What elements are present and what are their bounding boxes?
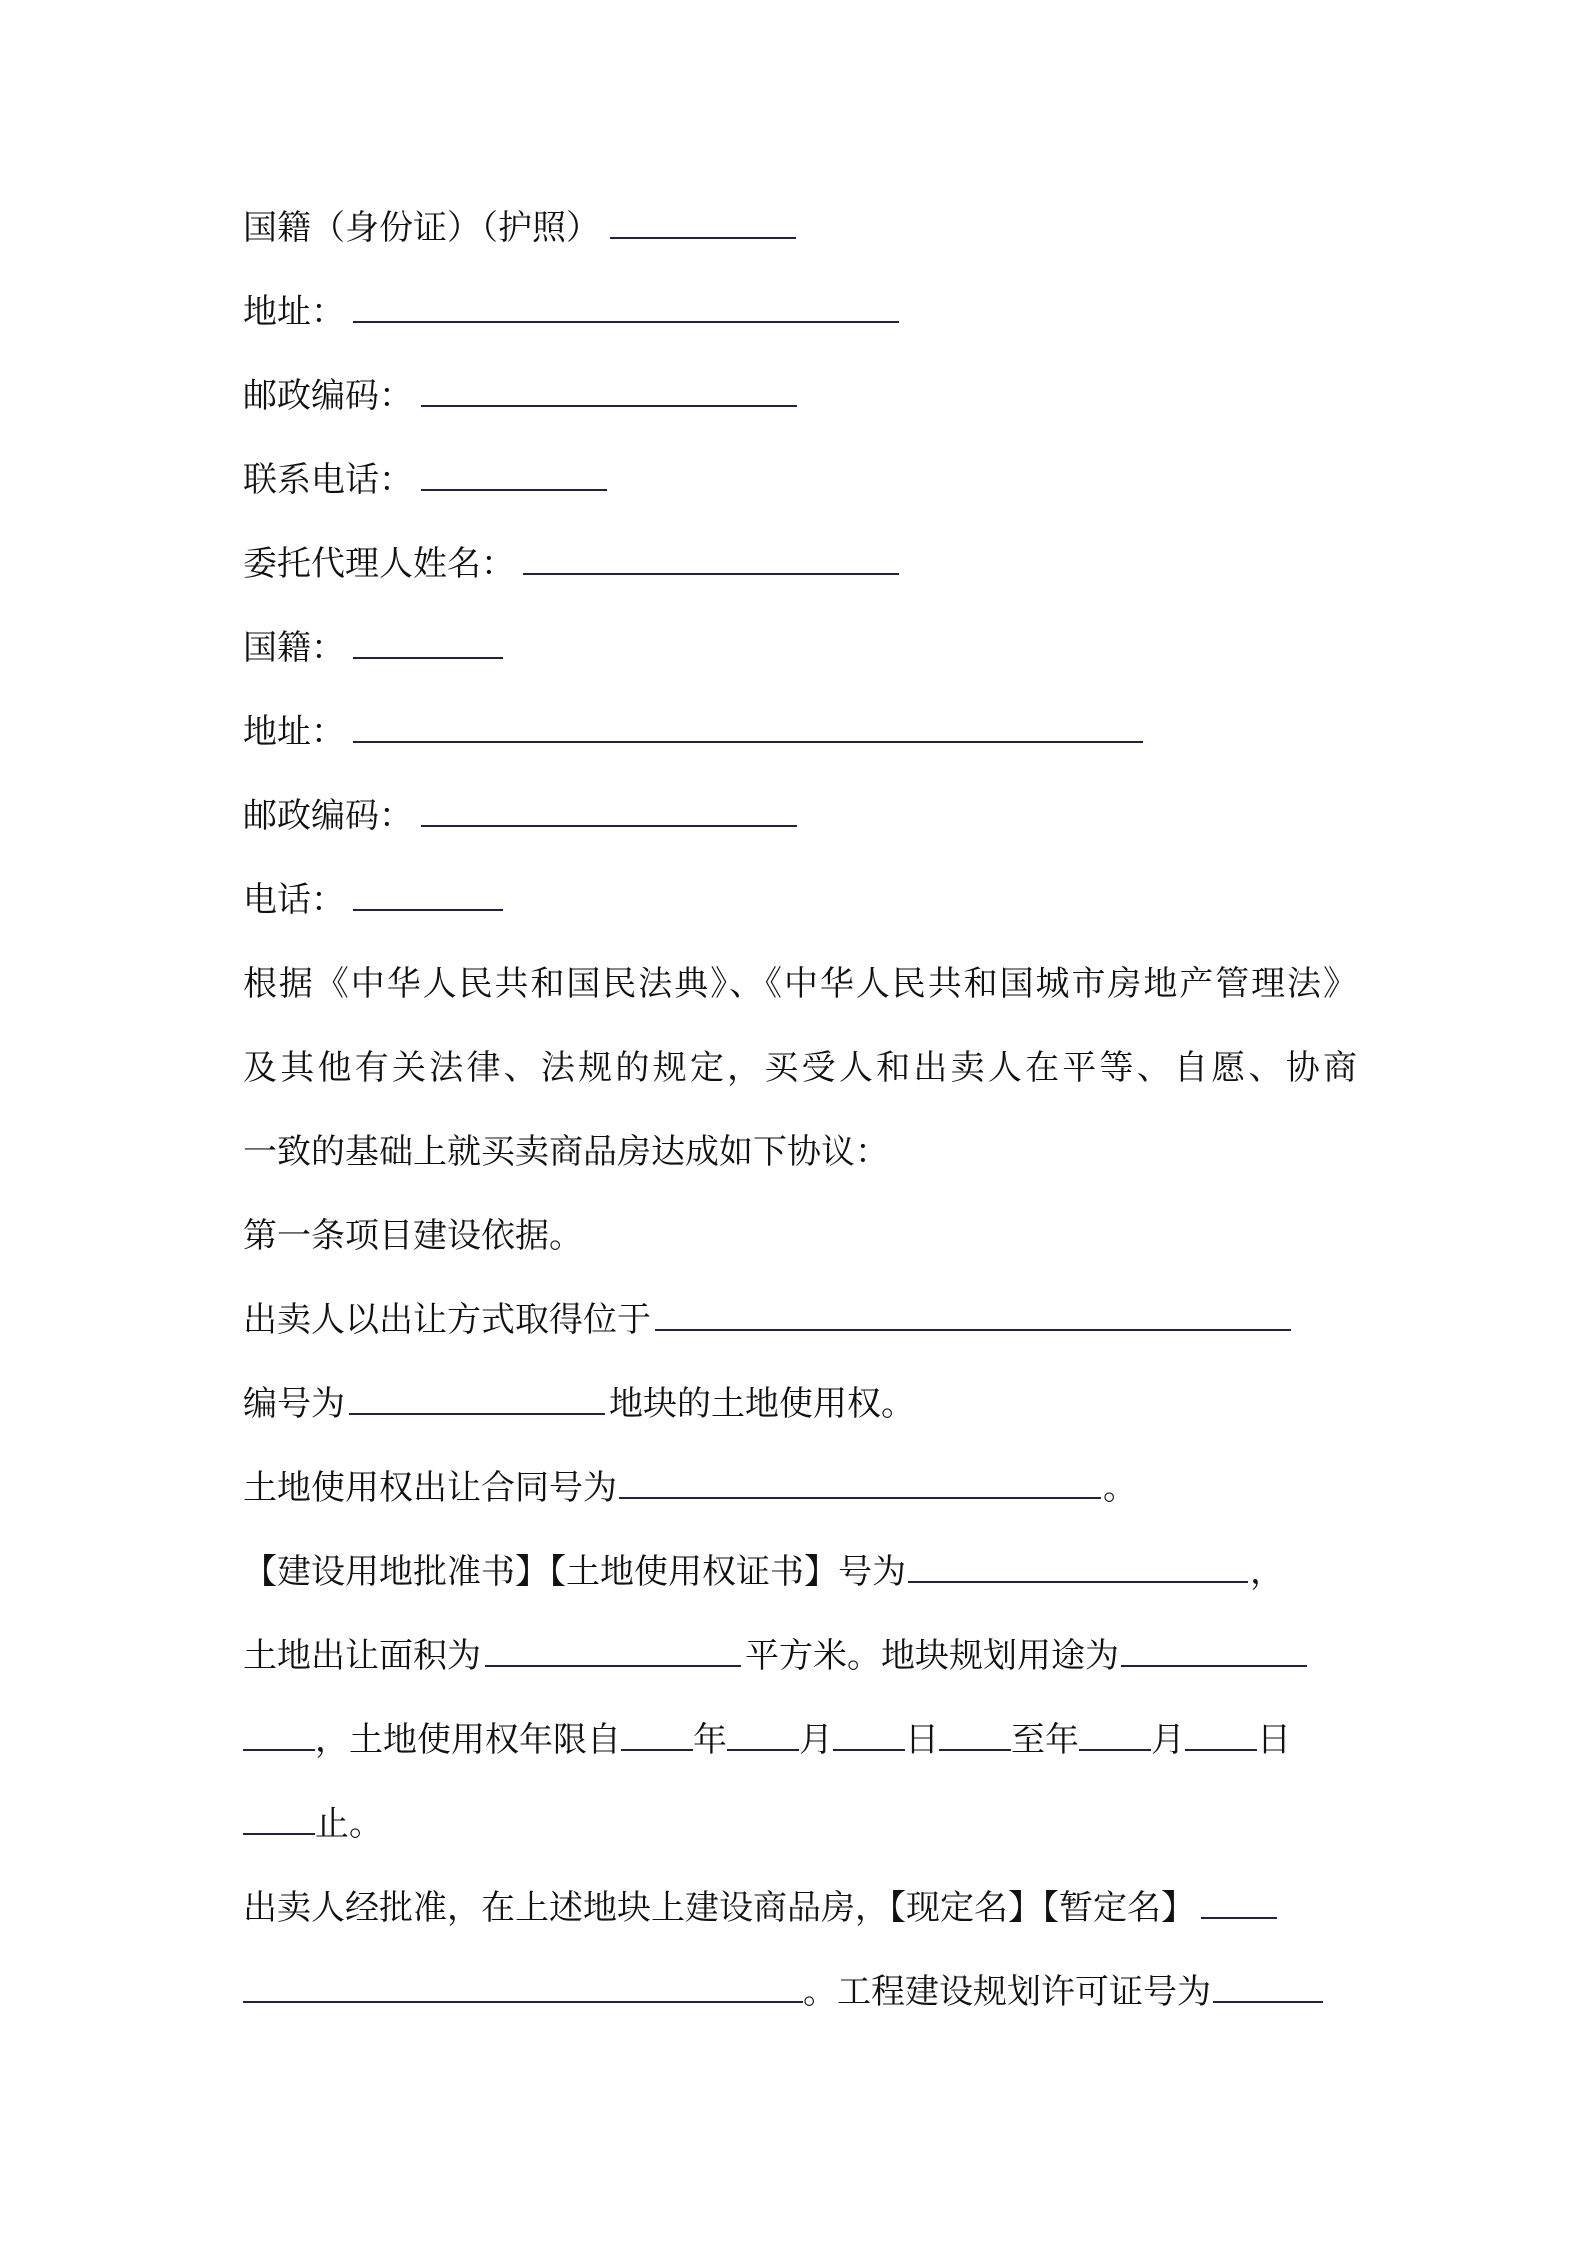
land-area-blank <box>485 1635 741 1667</box>
start-year-label: 年 <box>693 1720 727 1760</box>
end-month-blank <box>1079 1719 1151 1751</box>
planning-permit-label: 。工程建设规划许可证号为 <box>803 1972 1211 2012</box>
agent-address-line <box>243 704 1143 760</box>
certificate-blank <box>908 1551 1248 1583</box>
end-day-blank <box>1185 1719 1257 1751</box>
agent-address-label: 地址： <box>243 712 345 752</box>
land-location-line <box>243 1292 1291 1348</box>
certificate-suffix: ， <box>1250 1552 1284 1592</box>
end-month-label: 月 <box>1151 1720 1185 1760</box>
seller-postcode-blank <box>421 375 797 407</box>
start-day-blank <box>833 1719 905 1751</box>
seller-address-blank <box>353 291 899 323</box>
project-name-blank-continued <box>243 1971 803 2003</box>
land-location-blank <box>655 1299 1291 1331</box>
transfer-contract-label: 土地使用权出让合同号为 <box>243 1468 617 1508</box>
land-term-line <box>243 1712 1291 1768</box>
agent-phone-label: 电话： <box>243 880 345 920</box>
seller-phone-label: 联系电话： <box>243 460 413 500</box>
end-day-label: 日 <box>1257 1720 1291 1760</box>
land-number-suffix: 地块的土地使用权。 <box>609 1384 915 1424</box>
agent-nationality-line <box>243 620 503 676</box>
start-day-label: 日 <box>905 1720 939 1760</box>
seller-nationality-blank <box>610 207 796 239</box>
start-month-blank <box>727 1719 799 1751</box>
planning-permit-blank <box>1213 1971 1323 2003</box>
agent-phone-line <box>243 872 503 928</box>
preamble-line-3: 一致的基础上就买卖商品房达成如下协议： <box>243 1132 889 1172</box>
seller-address-line <box>243 284 899 340</box>
transfer-contract-blank <box>619 1467 1101 1499</box>
agent-postcode-label: 邮政编码： <box>243 796 413 836</box>
land-use-blank-continued <box>243 1719 315 1751</box>
seller-postcode-label: 邮政编码： <box>243 376 413 416</box>
certificate-label: 【建设用地批准书】【土地使用权证书】号为 <box>243 1552 906 1592</box>
agent-name-line <box>243 536 899 592</box>
land-use-label: 平方米。地块规划用途为 <box>745 1636 1119 1676</box>
seller-postcode-line <box>243 368 797 424</box>
land-number-label: 编号为 <box>243 1384 345 1424</box>
land-area-label: 土地出让面积为 <box>243 1636 481 1676</box>
start-year-blank <box>621 1719 693 1751</box>
land-use-blank <box>1121 1635 1307 1667</box>
project-name-blank <box>1201 1887 1277 1919</box>
seller-phone-line <box>243 452 607 508</box>
transfer-contract-line <box>243 1460 1137 1516</box>
land-area-line <box>243 1628 1307 1684</box>
start-month-label: 月 <box>799 1720 833 1760</box>
certificate-line <box>243 1544 1284 1600</box>
seller-phone-blank <box>421 459 607 491</box>
project-name-line <box>243 1880 1277 1936</box>
end-day-blank-continued <box>243 1803 315 1835</box>
agent-postcode-blank <box>421 795 797 827</box>
end-year-label: 至年 <box>1011 1720 1079 1760</box>
agent-phone-blank <box>353 879 503 911</box>
agent-name-blank <box>523 543 899 575</box>
project-name-label: 出卖人经批准，在上述地块上建设商品房，【现定名】【暂定名】 <box>243 1888 1195 1928</box>
land-number-blank <box>349 1383 605 1415</box>
preamble-line-2: 及其他有关法律、法规的规定，买受人和出卖人在平等、自愿、协商 <box>243 1048 1357 1088</box>
agent-nationality-blank <box>353 627 503 659</box>
seller-nationality-line <box>243 200 796 256</box>
land-location-label: 出卖人以出让方式取得位于 <box>243 1300 651 1340</box>
land-term-end-label: 止。 <box>315 1804 383 1844</box>
article-1-heading: 第一条项目建设依据。 <box>243 1216 583 1256</box>
end-year-blank <box>939 1719 1011 1751</box>
planning-permit-line <box>243 1964 1323 2020</box>
seller-nationality-label: 国籍（身份证）（护照） <box>243 208 600 248</box>
transfer-contract-suffix: 。 <box>1103 1468 1137 1508</box>
land-term-label: ，土地使用权年限自 <box>315 1720 621 1760</box>
preamble-line-1: 根据《中华人民共和国民法典》、《中华人民共和国城市房地产管理法》 <box>243 964 1357 1004</box>
agent-address-blank <box>353 711 1143 743</box>
agent-name-label: 委托代理人姓名： <box>243 544 515 584</box>
land-number-line <box>243 1376 915 1432</box>
seller-address-label: 地址： <box>243 292 345 332</box>
agent-nationality-label: 国籍： <box>243 628 345 668</box>
land-term-end-line <box>243 1796 383 1852</box>
agent-postcode-line <box>243 788 797 844</box>
